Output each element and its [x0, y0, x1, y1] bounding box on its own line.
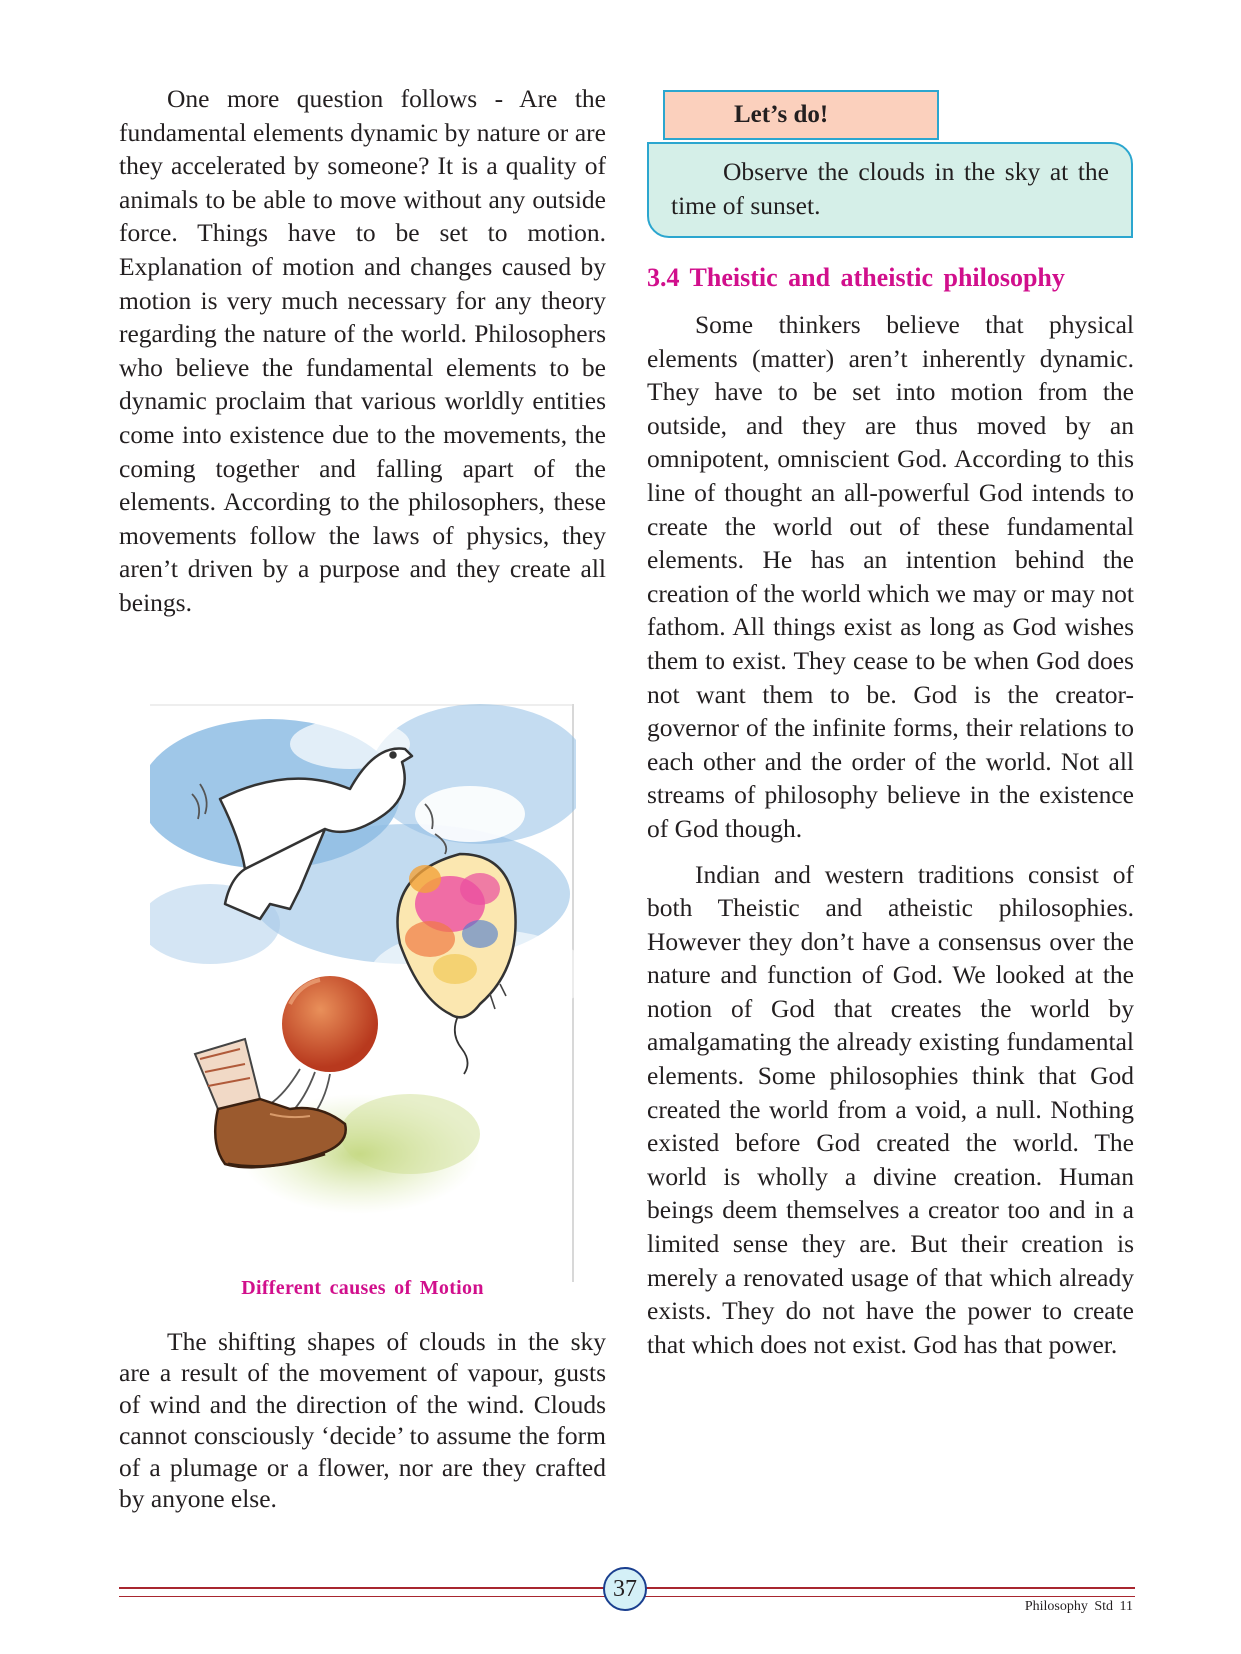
lets-do-text: Observe the clouds in the sky at the time of sunset.	[671, 157, 1109, 220]
ball-drawing	[282, 976, 378, 1072]
figure-caption: Different causes of Motion	[241, 1277, 484, 1299]
left-column-top	[119, 82, 606, 620]
illustration-causes-of-motion	[150, 704, 576, 1282]
lets-do-box	[647, 142, 1133, 238]
paragraph-theistic-view: Some thinkers believe that physical elements (matter) aren’t inherently dynamic. They have to be set into motion from the outside, and they are thus moved by an omnipotent, omniscient God. According to this line of thought an all-powerful God intends to create the world out of these fundamental elements. He has an intention behind the creation of the world which we may or may not fathom. All things exist as long as God wishes them to exist. They cease to be when God does not want them to be. God is the creator-governor of the infinite forms, their relations to each other and the order of the world. Not all streams of philosophy believe in the existence of God though.	[647, 310, 1134, 843]
right-column	[647, 308, 1134, 1361]
lets-do-title: Let’s do!	[663, 90, 939, 140]
footer-book-label: Philosophy Std 11	[1024, 1599, 1133, 1614]
left-column-bottom	[119, 1326, 606, 1514]
paragraph-fundamental-elements: One more question follows - Are the fundamental elements dynamic by nature or are they accelerated by someone? It is a quality of animals to be able to move without any outside force. Things have to be set to motion. Explanation of motion and changes caused by motion is very much necessary for any theory regarding the nature of the world. Philosophers who believe the fundamental elements to be dynamic proclaim that various worldly entities come into existence due to the movements, the coming together and falling apart of the elements. According to the philosophers, these movements follow the laws of physics, they aren’t driven by a purpose and they create all beings.	[119, 84, 606, 617]
page-number: 37	[603, 1567, 647, 1611]
section-heading: 3.4 Theistic and atheistic philosophy	[647, 263, 1065, 292]
paragraph-clouds: The shifting shapes of clouds in the sky are a result of the movement of vapour, gusts of wind and the direction of the wind. Clouds cannot consciously ‘decide’ to assume the form of a plumage or a flower, nor are they crafted by anyone else.	[119, 1327, 606, 1514]
paragraph-traditions: Indian and western traditions consist of both Theistic and atheistic philosophies. However they don’t have a consensus over the nature and function of God. We looked at the notion of God that creates the world by amalgamating the already existing fundamental elements. Some philosophies think that God created the world from a void, a null. Nothing existed before God created the world. The world is wholly a divine creation. Human beings deem themselves a creator too and in a limited sense they are. But their creation is merely a renovated usage of that which already exists. They do not have the power to create that which does not exist. God has that power.	[647, 859, 1134, 1359]
